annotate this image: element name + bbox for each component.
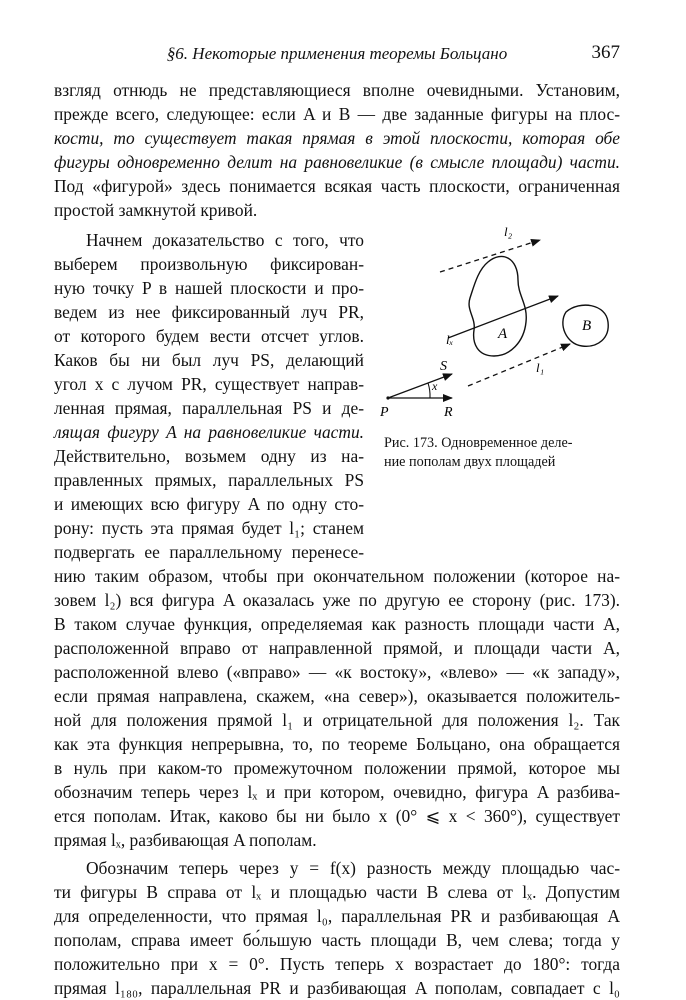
text-line: ную точку P в нашей плоскости и про- xyxy=(54,278,364,298)
text-line: если прямая направлена, скажем, «на север»), оказывается положитель- xyxy=(54,686,620,706)
text-line: обозначим теперь через lₓ и при котором, очевидно, фигура A разбива- xyxy=(54,782,620,802)
text-line: от которого будем вести отсчет углов. xyxy=(54,326,364,346)
text-line: простой замкнутой кривой. xyxy=(54,200,258,220)
figure-173 xyxy=(380,214,620,424)
label-l1: l₁ xyxy=(536,360,545,375)
line-l2 xyxy=(440,240,540,272)
text-line: расположенной влево («вправо» — «к востоку», «влево» — «к западу», xyxy=(54,662,620,682)
text-line: ведем из нее фиксированный луч PR, xyxy=(54,302,364,322)
text-line: как эта функция непрерывна, то, по теореме Больцано, она обращается xyxy=(54,734,620,754)
label-l2: l₂ xyxy=(504,224,513,239)
ray-ps xyxy=(388,374,452,398)
text-line: выберем произвольную фиксирован- xyxy=(54,254,364,274)
text-line: кости, то существует такая прямая в этой плоскости, которая обе xyxy=(54,128,620,148)
label-r: R xyxy=(444,405,453,420)
text-line: рону: пусть эта прямая будет l₁; станем xyxy=(54,518,364,538)
text-line: прямая l₁₈₀, параллельная PR и разбивающая A пополам, совпадает с l₀ xyxy=(54,978,620,998)
label-b: B xyxy=(582,318,592,334)
text-line: угол x с лучом PR, существует направ- xyxy=(54,374,364,394)
text-line: Действительно, возьмем одну из на- xyxy=(54,446,364,466)
label-x: x xyxy=(432,379,438,393)
text-line: расположенной вправо от направленной прямой, и площади части A, xyxy=(54,638,620,658)
text-line: в нуль при каком-то промежуточном положении прямой, которое мы xyxy=(54,758,620,778)
text-line: прямая lₓ, разбивающая A пополам. xyxy=(54,830,317,850)
caption-line: ние пополам двух площадей xyxy=(384,454,556,470)
text-line: ленная прямая, параллельная PS и де- xyxy=(54,398,364,418)
text-line: зовем l₂) вся фигура A оказалась уже по другую ее сторону (рис. 173). xyxy=(54,590,620,610)
label-lx: lₓ xyxy=(446,332,454,347)
text-line: прежде всего, следующее: если A и B — две заданные фигуры на плос- xyxy=(54,104,620,124)
text-line: В таком случае функция, определяемая как разность площади части A, xyxy=(54,614,620,634)
text-line: и имеющих всю фигуру A по одну сто- xyxy=(54,494,364,514)
text-line: нию таким образом, чтобы при окончательном положении (которое на- xyxy=(54,566,620,586)
text-line: правленных прямых, параллельных PS xyxy=(54,470,364,490)
text-line: взгляд отнюдь не представляющиеся вполне очевидными. Установим, xyxy=(54,80,620,100)
figure-diagram xyxy=(380,214,620,424)
page-number: 367 xyxy=(591,42,620,63)
text-line: Обозначим теперь через y = f(x) разность между площадью час- xyxy=(86,858,620,878)
line-l1 xyxy=(468,344,570,386)
point-p xyxy=(386,396,389,399)
caption-line: Рис. 173. Одновременное деле- xyxy=(384,435,573,451)
text-line: пополам, справа имеет бо́льшую часть площади B, чем слева; тогда y xyxy=(54,930,620,950)
text-line: для определенности, что прямая l₀, параллельная PR и разбивающая A xyxy=(54,906,620,926)
text-line: ти фигуры B справа от lₓ и площадью части B слева от lₓ. Допустим xyxy=(54,882,620,902)
label-p: P xyxy=(380,405,389,420)
text-line: Каков бы ни был луч PS, делающий xyxy=(54,350,364,370)
text-line: положительно при x = 0°. Пусть теперь x возрастает до 180°: тогда xyxy=(54,954,620,974)
text-line: ной для положения прямой l₁ и отрицательной для положения l₂. Так xyxy=(54,710,620,730)
label-a: A xyxy=(498,326,508,342)
text-line: Под «фигурой» здесь понимается всякая часть плоскости, ограниченная xyxy=(54,176,620,196)
text-line: фигуры одновременно делит на равновеликие (в смысле площади) части. xyxy=(54,152,620,172)
page-header xyxy=(54,40,620,68)
running-title: §6. Некоторые применения теоремы Больцано xyxy=(166,44,508,63)
figure-caption xyxy=(384,434,620,472)
label-s: S xyxy=(440,359,447,374)
text-line: Начнем доказательство с того, что xyxy=(86,230,364,250)
text-line: ется пополам. Итак, каково бы ни было x (0° ⩽ x < 360°), существует xyxy=(54,806,620,826)
angle-arc xyxy=(428,383,430,398)
text-line: лящая фигуру A на равновеликие части. xyxy=(54,422,364,442)
text-line: подвергать ее параллельному перенесе- xyxy=(54,542,364,562)
